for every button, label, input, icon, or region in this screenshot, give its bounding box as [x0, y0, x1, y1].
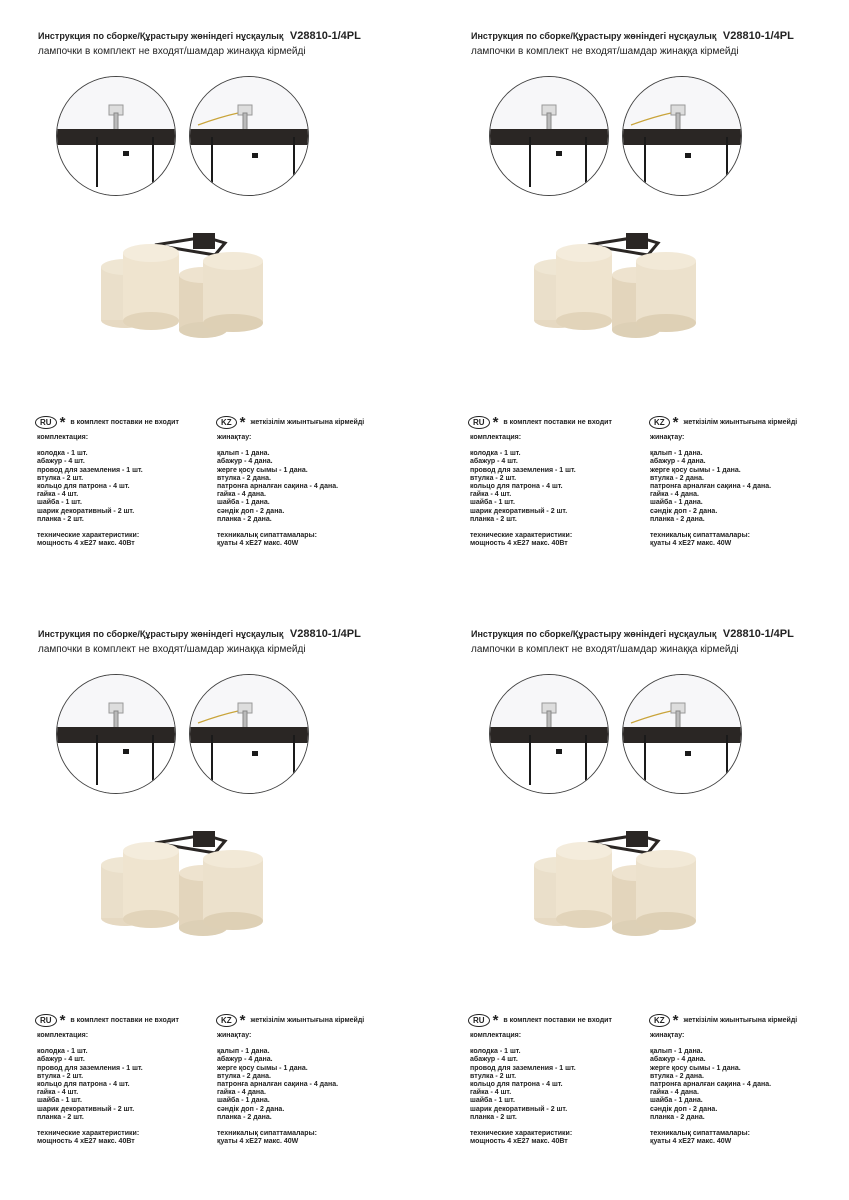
list-item: шайба - 1 шт.	[470, 499, 515, 507]
detail-photo-wiring	[622, 76, 742, 196]
kz-list-heading: жинақтау:	[650, 1032, 685, 1039]
detail-photo-wiring	[189, 674, 309, 794]
list-item: жерге қосу сымы - 1 дана.	[217, 1064, 308, 1072]
title-text: Инструкция по сборке/Құрастыру жөніндегі нұсқаулық	[471, 31, 717, 41]
list-item: втулка - 2 шт.	[470, 474, 517, 482]
title-text: Инструкция по сборке/Құрастыру жөніндегі нұсқаулық	[38, 31, 284, 41]
ru-note-text: в комплект поставки не входит	[503, 419, 612, 426]
list-item: планка - 2 дана.	[217, 1113, 272, 1121]
ru-parts-list	[37, 1032, 143, 1146]
ru-language-badge: RU	[35, 1014, 57, 1027]
detail-photo-mount	[489, 76, 609, 196]
ru-language-badge: RU	[468, 1014, 490, 1027]
list-item: шарик декоративный - 2 шт.	[470, 507, 568, 515]
model-number: V28810-1/4PL	[722, 628, 794, 640]
kz-note-text: жеткізілім жиынтығына кірмейді	[250, 419, 365, 426]
list-item: гайка - 4 шт.	[37, 1089, 79, 1097]
list-item: втулка - 2 шт.	[470, 1072, 517, 1080]
kz-parts-list	[650, 1032, 771, 1146]
wiring-detail-drawing	[190, 77, 308, 195]
list-item: патронға арналған сақина - 4 дана.	[217, 1081, 339, 1089]
detail-photo-mount	[56, 674, 176, 794]
list-item: патронға арналған сақина - 4 дана.	[217, 483, 339, 491]
asterisk-icon: *	[59, 1012, 66, 1029]
list-item: планка - 2 дана.	[650, 1113, 705, 1121]
bulbs-note: лампочки в комплект не входят/шамдар жинаққа кірмейді	[38, 46, 306, 57]
kz-note-text: жеткізілім жиынтығына кірмейді	[683, 419, 798, 426]
list-item: колодка - 1 шт.	[37, 450, 88, 458]
kz-spec-heading: техникалық сипаттамалары:	[650, 1130, 750, 1138]
detail-photo-mount	[489, 674, 609, 794]
list-item: гайка - 4 дана.	[217, 1089, 266, 1097]
kz-spec-heading: техникалық сипаттамалары:	[650, 532, 750, 540]
ru-items	[37, 1048, 143, 1122]
mount-detail-drawing	[490, 675, 608, 793]
kz-language-badge: KZ	[216, 416, 237, 429]
list-item: кольцо для патрона - 4 шт.	[37, 483, 130, 491]
kz-spec-value: қуаты 4 хЕ27 макс. 40W	[217, 1138, 299, 1146]
ru-items	[37, 450, 143, 524]
list-item: втулка - 2 дана.	[217, 474, 271, 482]
model-number: V28810-1/4PL	[289, 628, 361, 640]
list-item: шарик декоративный - 2 шт.	[37, 507, 135, 515]
kz-not-included-note	[216, 1014, 364, 1027]
list-item: жерге қосу сымы - 1 дана.	[650, 1064, 741, 1072]
kz-spec-value: қуаты 4 хЕ27 макс. 40W	[650, 540, 732, 548]
kz-items	[650, 1048, 771, 1122]
kz-items	[217, 450, 338, 524]
list-item: абажур - 4 дана.	[217, 1056, 273, 1064]
asterisk-icon: *	[239, 414, 246, 431]
list-item: шайба - 1 дана.	[217, 499, 270, 507]
list-item: планка - 2 шт.	[470, 1113, 517, 1121]
kz-spec-heading: техникалық сипаттамалары:	[217, 1130, 317, 1138]
list-item: шайба - 1 дана.	[217, 1097, 270, 1105]
mount-detail-drawing	[57, 77, 175, 195]
instruction-title	[471, 30, 794, 42]
ru-spec-value: мощность 4 хЕ27 макс. 40Вт	[37, 1138, 135, 1146]
list-item: абажур - 4 дана.	[217, 458, 273, 466]
instruction-panel-bottom-right	[433, 598, 849, 1198]
bulbs-note: лампочки в комплект не входят/шамдар жинаққа кірмейді	[38, 644, 306, 655]
kz-language-badge: KZ	[649, 1014, 670, 1027]
list-item: провод для заземления - 1 шт.	[37, 1064, 143, 1072]
kz-items	[217, 1048, 338, 1122]
list-item: колодка - 1 шт.	[37, 1048, 88, 1056]
list-item: кольцо для патрона - 4 шт.	[470, 483, 563, 491]
kz-items	[650, 450, 771, 524]
ru-not-included-note	[35, 1014, 179, 1027]
ru-list-heading: комплектация:	[470, 434, 522, 441]
wiring-detail-drawing	[190, 675, 308, 793]
instruction-panel-bottom-left	[0, 598, 424, 1198]
kz-list-heading: жинақтау:	[217, 1032, 252, 1039]
chandelier-image	[528, 823, 713, 948]
ru-spec-heading: технические характеристики:	[470, 532, 573, 540]
list-item: абажур - 4 шт.	[470, 1056, 518, 1064]
instruction-panel-top-left	[0, 0, 424, 600]
title-text: Инструкция по сборке/Құрастыру жөніндегі нұсқаулық	[38, 629, 284, 639]
list-item: втулка - 2 дана.	[650, 1072, 704, 1080]
ru-not-included-note	[468, 1014, 612, 1027]
detail-photo-wiring	[622, 674, 742, 794]
list-item: втулка - 2 шт.	[37, 1072, 84, 1080]
list-item: планка - 2 дана.	[217, 515, 272, 523]
list-item: қалып - 1 дана.	[217, 450, 270, 458]
ru-spec-value: мощность 4 хЕ27 макс. 40Вт	[470, 540, 568, 548]
ru-list-heading: комплектация:	[37, 434, 89, 441]
kz-note-text: жеткізілім жиынтығына кірмейді	[250, 1017, 365, 1024]
chandelier-image	[528, 225, 713, 350]
kz-not-included-note	[649, 1014, 797, 1027]
list-item: гайка - 4 шт.	[37, 491, 79, 499]
kz-parts-list	[217, 434, 338, 548]
list-item: колодка - 1 шт.	[470, 1048, 521, 1056]
ru-note-text: в комплект поставки не входит	[70, 419, 179, 426]
kz-parts-list	[650, 434, 771, 548]
ru-spec-value: мощность 4 хЕ27 макс. 40Вт	[470, 1138, 568, 1146]
kz-note-text: жеткізілім жиынтығына кірмейді	[683, 1017, 798, 1024]
list-item: абажур - 4 шт.	[470, 458, 518, 466]
asterisk-icon: *	[672, 414, 679, 431]
list-item: планка - 2 шт.	[37, 515, 84, 523]
list-item: шайба - 1 шт.	[37, 1097, 82, 1105]
list-item: қалып - 1 дана.	[650, 1048, 703, 1056]
list-item: қалып - 1 дана.	[650, 450, 703, 458]
list-item: планка - 2 шт.	[37, 1113, 84, 1121]
bulbs-note: лампочки в комплект не входят/шамдар жинаққа кірмейді	[471, 644, 739, 655]
list-item: гайка - 4 дана.	[217, 491, 266, 499]
ru-not-included-note	[35, 416, 179, 429]
list-item: кольцо для патрона - 4 шт.	[37, 1081, 130, 1089]
kz-spec-value: қуаты 4 хЕ27 макс. 40W	[650, 1138, 732, 1146]
ru-parts-list	[470, 434, 576, 548]
list-item: втулка - 2 шт.	[37, 474, 84, 482]
list-item: жерге қосу сымы - 1 дана.	[217, 466, 308, 474]
asterisk-icon: *	[59, 414, 66, 431]
mount-detail-drawing	[57, 675, 175, 793]
list-item: провод для заземления - 1 шт.	[470, 1064, 576, 1072]
instruction-title	[38, 628, 361, 640]
list-item: шайба - 1 дана.	[650, 1097, 703, 1105]
list-item: патронға арналған сақина - 4 дана.	[650, 483, 772, 491]
kz-spec-value: қуаты 4 хЕ27 макс. 40W	[217, 540, 299, 548]
ru-items	[470, 1048, 576, 1122]
list-item: гайка - 4 дана.	[650, 1089, 699, 1097]
list-item: шарик декоративный - 2 шт.	[470, 1105, 568, 1113]
kz-parts-list	[217, 1032, 338, 1146]
ru-parts-list	[37, 434, 143, 548]
list-item: планка - 2 дана.	[650, 515, 705, 523]
asterisk-icon: *	[672, 1012, 679, 1029]
list-item: абажур - 4 шт.	[37, 1056, 85, 1064]
list-item: жерге қосу сымы - 1 дана.	[650, 466, 741, 474]
list-item: шайба - 1 шт.	[470, 1097, 515, 1105]
list-item: шайба - 1 дана.	[650, 499, 703, 507]
list-item: сәндік доп - 2 дана.	[217, 507, 285, 515]
list-item: қалып - 1 дана.	[217, 1048, 270, 1056]
ru-spec-heading: технические характеристики:	[470, 1130, 573, 1138]
ru-parts-list	[470, 1032, 576, 1146]
list-item: кольцо для патрона - 4 шт.	[470, 1081, 563, 1089]
wiring-detail-drawing	[623, 77, 741, 195]
list-item: абажур - 4 шт.	[37, 458, 85, 466]
list-item: втулка - 2 дана.	[217, 1072, 271, 1080]
kz-spec-heading: техникалық сипаттамалары:	[217, 532, 317, 540]
list-item: гайка - 4 шт.	[470, 1089, 512, 1097]
list-item: шарик декоративный - 2 шт.	[37, 1105, 135, 1113]
chandelier-image	[95, 225, 280, 350]
list-item: сәндік доп - 2 дана.	[650, 1105, 718, 1113]
list-item: провод для заземления - 1 шт.	[470, 466, 576, 474]
ru-not-included-note	[468, 416, 612, 429]
detail-photo-wiring	[189, 76, 309, 196]
ru-list-heading: комплектация:	[37, 1032, 89, 1039]
asterisk-icon: *	[239, 1012, 246, 1029]
list-item: втулка - 2 дана.	[650, 474, 704, 482]
asterisk-icon: *	[492, 1012, 499, 1029]
list-item: гайка - 4 шт.	[470, 491, 512, 499]
model-number: V28810-1/4PL	[722, 30, 794, 42]
list-item: сәндік доп - 2 дана.	[217, 1105, 285, 1113]
wiring-detail-drawing	[623, 675, 741, 793]
ru-spec-heading: технические характеристики:	[37, 532, 140, 540]
list-item: сәндік доп - 2 дана.	[650, 507, 718, 515]
list-item: патронға арналған сақина - 4 дана.	[650, 1081, 772, 1089]
instruction-title	[38, 30, 361, 42]
ru-note-text: в комплект поставки не входит	[70, 1017, 179, 1024]
ru-note-text: в комплект поставки не входит	[503, 1017, 612, 1024]
list-item: шайба - 1 шт.	[37, 499, 82, 507]
ru-items	[470, 450, 576, 524]
list-item: провод для заземления - 1 шт.	[37, 466, 143, 474]
kz-not-included-note	[649, 416, 797, 429]
title-text: Инструкция по сборке/Құрастыру жөніндегі нұсқаулық	[471, 629, 717, 639]
kz-language-badge: KZ	[649, 416, 670, 429]
list-item: колодка - 1 шт.	[470, 450, 521, 458]
asterisk-icon: *	[492, 414, 499, 431]
list-item: гайка - 4 дана.	[650, 491, 699, 499]
mount-detail-drawing	[490, 77, 608, 195]
model-number: V28810-1/4PL	[289, 30, 361, 42]
ru-language-badge: RU	[468, 416, 490, 429]
kz-not-included-note	[216, 416, 364, 429]
list-item: планка - 2 шт.	[470, 515, 517, 523]
ru-language-badge: RU	[35, 416, 57, 429]
instruction-title	[471, 628, 794, 640]
list-item: абажур - 4 дана.	[650, 1056, 706, 1064]
kz-list-heading: жинақтау:	[650, 434, 685, 441]
list-item: абажур - 4 дана.	[650, 458, 706, 466]
ru-list-heading: комплектация:	[470, 1032, 522, 1039]
instruction-panel-top-right	[433, 0, 849, 600]
ru-spec-heading: технические характеристики:	[37, 1130, 140, 1138]
bulbs-note: лампочки в комплект не входят/шамдар жинаққа кірмейді	[471, 46, 739, 57]
kz-list-heading: жинақтау:	[217, 434, 252, 441]
detail-photo-mount	[56, 76, 176, 196]
kz-language-badge: KZ	[216, 1014, 237, 1027]
ru-spec-value: мощность 4 хЕ27 макс. 40Вт	[37, 540, 135, 548]
chandelier-image	[95, 823, 280, 948]
